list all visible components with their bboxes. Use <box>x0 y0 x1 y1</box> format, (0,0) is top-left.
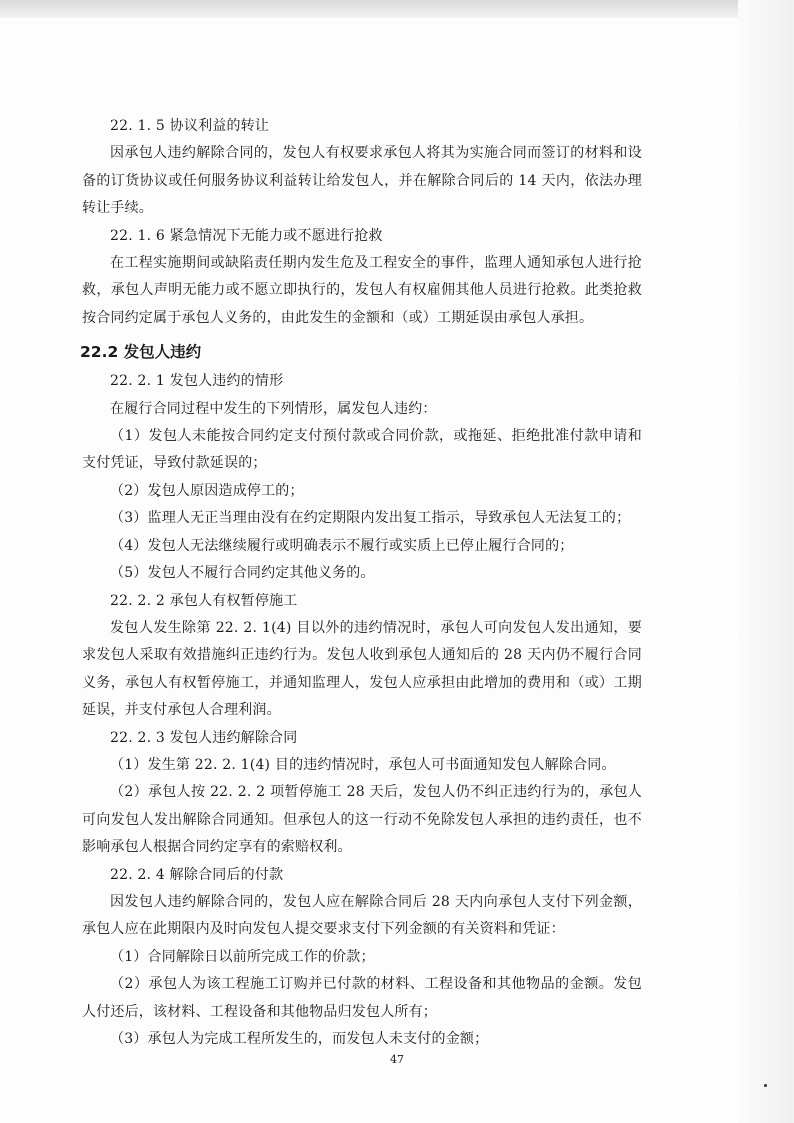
list-item: （2）发包人原因造成停工的； <box>110 482 304 499</box>
clause-paragraph: 发包人发生除第 22. 2. 1(4) 目以外的违约情况时，承包人可向发包人发出通知，要求发包人采取有效措施纠正违约行为。发包人收到承包人通知后的 28 天内仍不履行合同义务，承包人有权暂停施工，并通知监理人，发包人应承担由此增加的费用和（或）工期延误，并支付承包人合理利润。 <box>82 619 642 719</box>
list-item: （1）发包人未能按合同约定支付预付款或合同价款，或拖延、拒绝批准付款申请和支付凭证，导致付款延误的； <box>82 428 642 472</box>
list-item: （5）发包人不履行合同约定其他义务的。 <box>110 565 375 582</box>
clause-title-22-1-5: 22. 1. 5 协议利益的转让 <box>110 118 270 134</box>
list-item: （1）发生第 22. 2. 1(4) 目的违约情况时，承包人可书面通知发包人解除合同。 <box>110 756 616 773</box>
clause-title-22-2-3: 22. 2. 3 发包人违约解除合同 <box>110 729 298 746</box>
scan-right-edge <box>738 0 794 1123</box>
list-item: （3）监理人无正当理由没有在约定期限内发出复工指示，导致承包人无法复工的； <box>110 510 631 527</box>
page-number: 47 <box>390 1053 404 1066</box>
document-body <box>82 113 642 1053</box>
list-item: （4）发包人无法继续履行或明确表示不履行或实质上已停止履行合同的； <box>110 537 574 554</box>
clause-paragraph: 在工程实施期间或缺陷责任期内发生危及工程安全的事件，监理人通知承包人进行抢救，承包人声明无能力或不愿立即执行的，发包人有权雇佣其他人员进行抢救。此类抢救按合同约定属于承包人义务的，由此发生的金额和（或）工期延误由承包人承担。 <box>82 255 642 326</box>
clause-paragraph: 因发包人违约解除合同的，发包人应在解除合同后 28 天内向承包人支付下列金额，承包人应在此期限内及时向发包人提交要求支付下列金额的有关资料和凭证： <box>82 893 642 938</box>
clause-title-22-1-6: 22. 1. 6 紧急情况下无能力或不愿进行抢救 <box>110 227 383 244</box>
scan-speck <box>764 1084 767 1087</box>
scan-top-edge <box>0 0 738 18</box>
section-heading-22-2: 22.2 发包人违约 <box>80 343 202 362</box>
clause-title-22-2-2: 22. 2. 2 承包人有权暂停施工 <box>110 592 298 609</box>
list-item: （2）承包人为该工程施工订购并已付款的材料、工程设备和其他物品的金额。发包人付还后，该材料、工程设备和其他物品归发包人所有； <box>82 976 642 1020</box>
clause-paragraph: 因承包人违约解除合同的，发包人有权要求承包人将其为实施合同而签订的材料和设备的订货协议或任何服务协议利益转让给发包人，并在解除合同后的 14 天内，依法办理转让手续。 <box>82 145 642 217</box>
list-item: （1）合同解除日以前所完成工作的价款； <box>110 948 375 965</box>
list-item: （3）承包人为完成工程所发生的，而发包人未支付的金额； <box>110 1031 489 1047</box>
clause-title-22-2-1: 22. 2. 1 发包人违约的情形 <box>110 373 284 390</box>
clause-title-22-2-4: 22. 2. 4 解除合同后的付款 <box>110 866 284 883</box>
list-item: （2）承包人按 22. 2. 2 项暂停施工 28 天后，发包人仍不纠正违约行为的，承包人可向发包人发出解除合同通知。但承包人的这一行动不免除发包人承担的违约责任，也不影响承包人根据合同约定享有的索赔权利。 <box>82 784 642 856</box>
clause-paragraph: 在履行合同过程中发生的下列情形，属发包人违约： <box>110 400 437 417</box>
